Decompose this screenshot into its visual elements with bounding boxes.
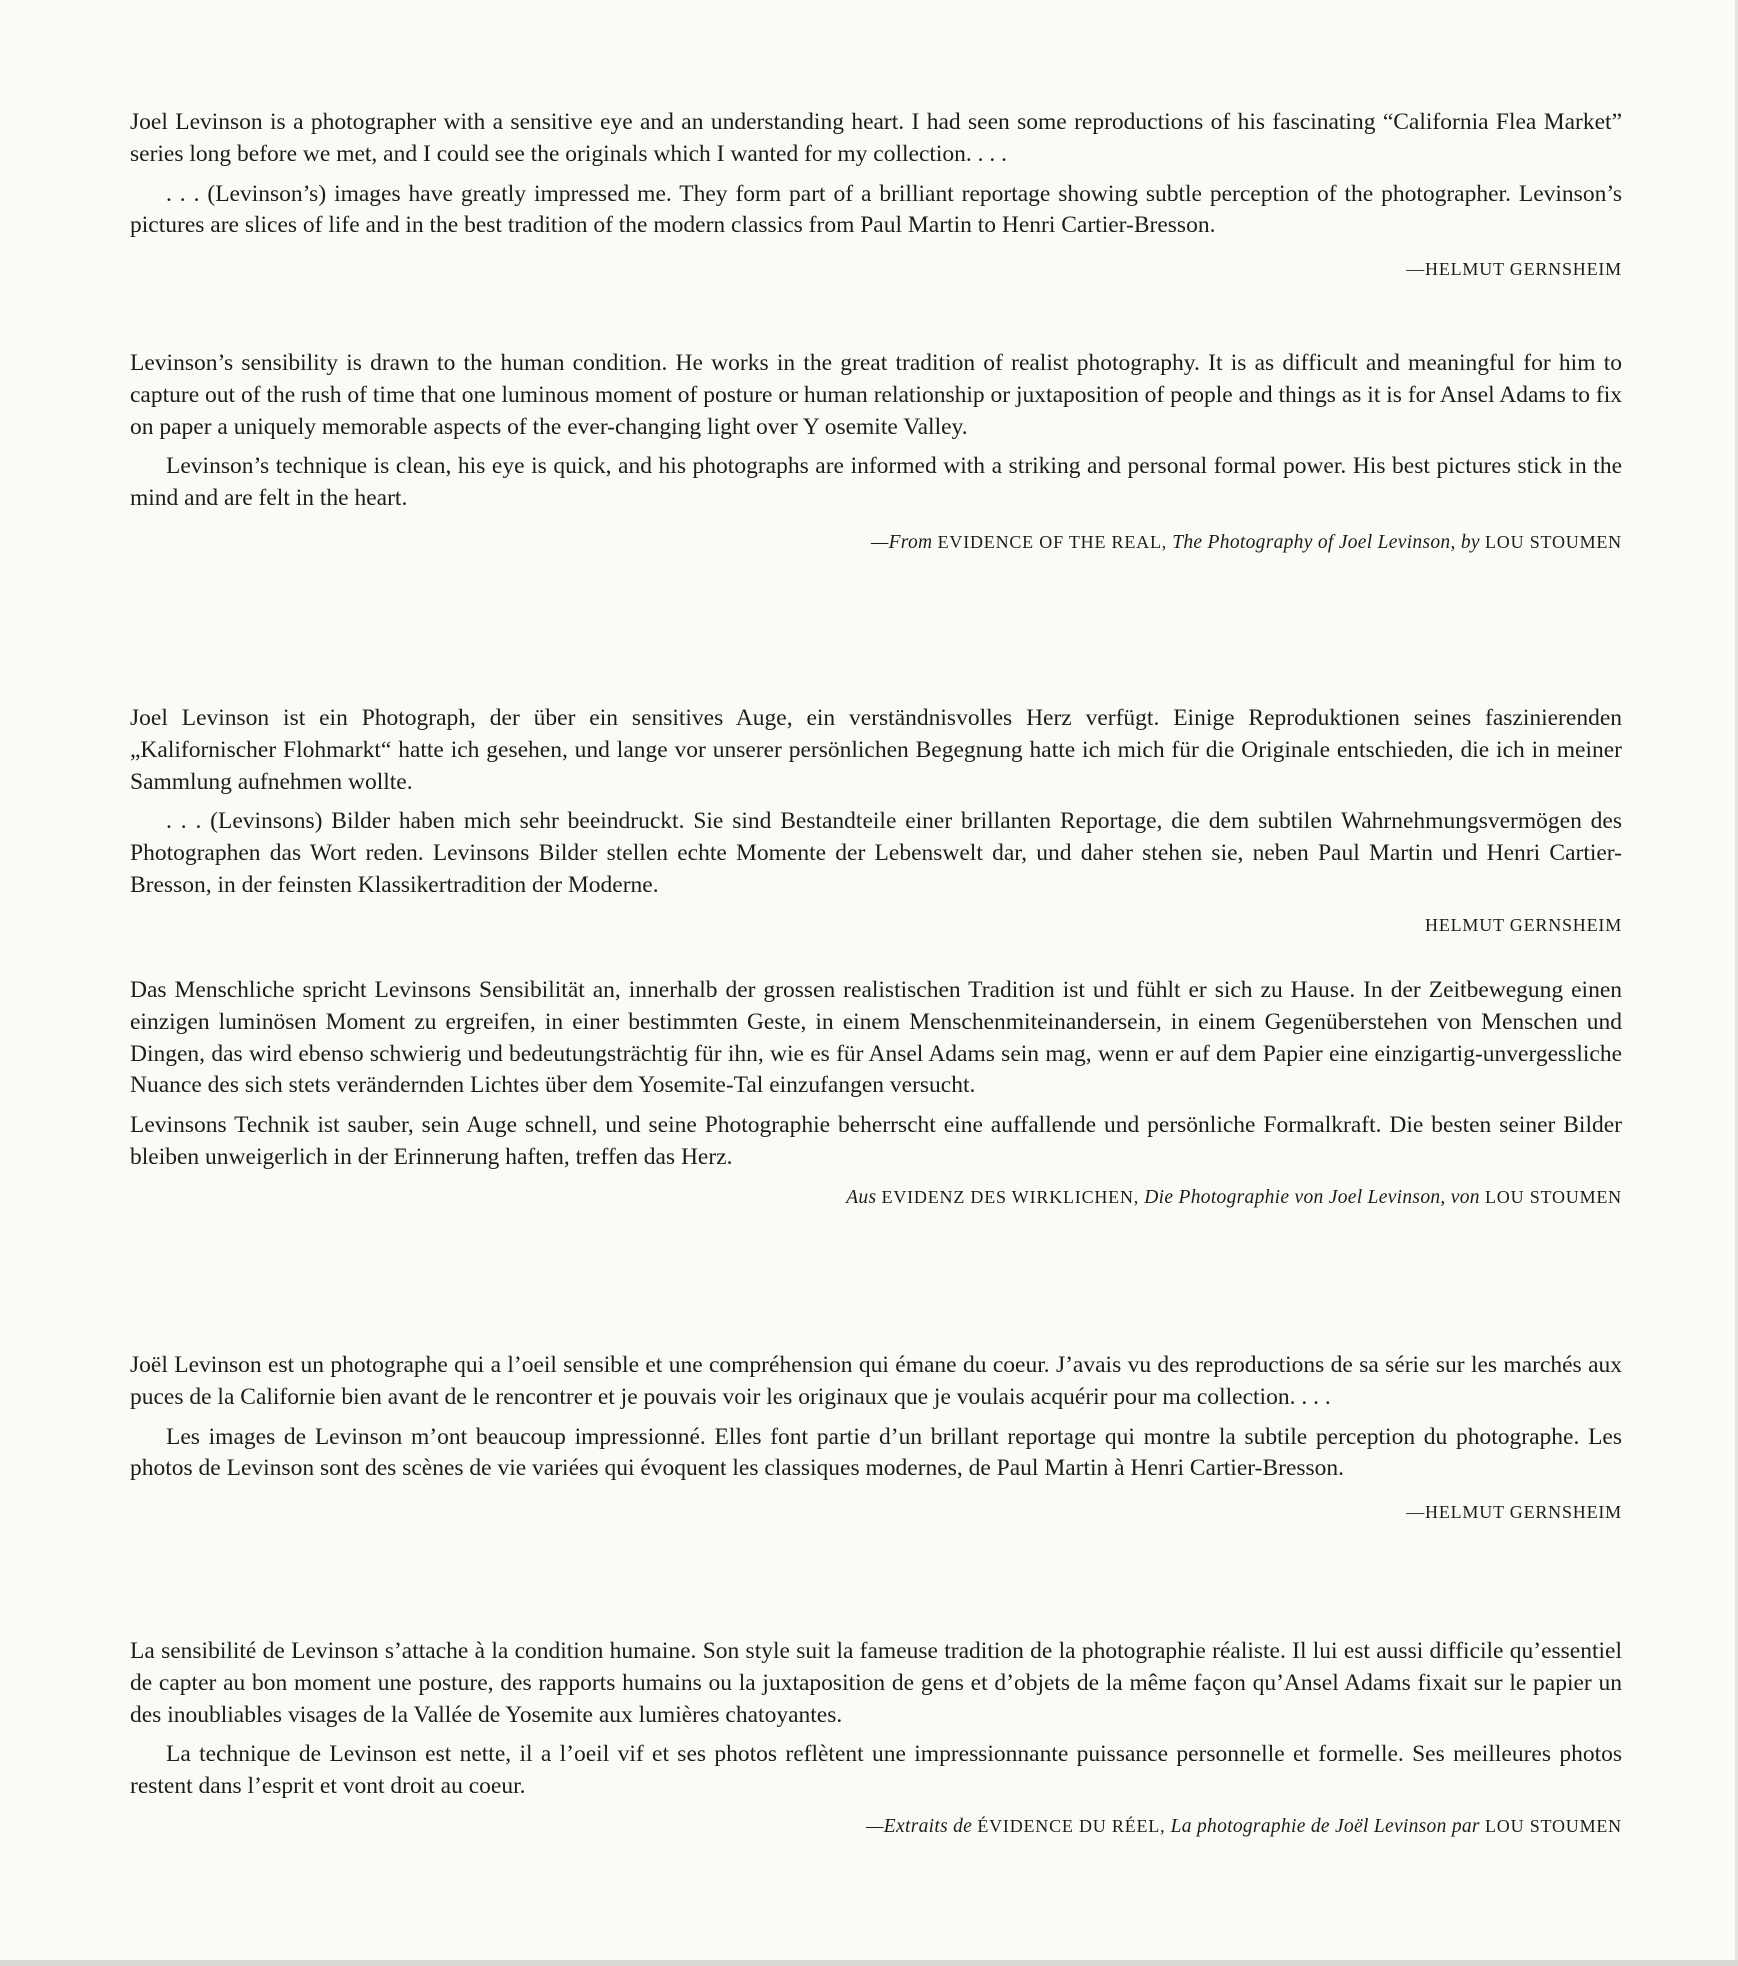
english-stoumen-quote (130, 348, 1622, 556)
english-stoumen-paragraph-1: Levinson’s sensibility is drawn to the human condition. He works in the great tradition of realist photography. It is as difficult and meaningful for him to capture out of the rush of time that one luminous moment of posture or human relationship or juxtaposition of people and things as it is for Ansel Adams to fix on paper a uniquely memorable aspects of the ever-changing light over Y osemite Valley. (130, 350, 1622, 440)
english-gernsheim-quote (130, 107, 1622, 282)
german-stoumen-quote (130, 975, 1622, 1211)
attribution-book-title: ÉVIDENCE DU RÉEL, (977, 1815, 1166, 1836)
german-stoumen-attribution (130, 1184, 1622, 1211)
french-stoumen-paragraph-2: La technique de Levinson est nette, il a l’oeil vif et ses photos reflètent une impressionnante puissance personnelle et formelle. Ses meilleures photos restent dans l’esprit et vont droit au coeur. (130, 1741, 1622, 1800)
english-gernsheim-paragraph-1: Joel Levinson is a photographer with a sensitive eye and an understanding heart. I had seen some reproductions of his fascinating “California Flea Market” series long before we met, and I could see the originals which I wanted for my collection. . . . (130, 109, 1622, 167)
english-stoumen-paragraph-2: Levinson’s technique is clean, his eye is quick, and his photographs are informed with a striking and personal formal power. His best pictures stick in the mind and are felt in the heart. (130, 453, 1622, 512)
french-gernsheim-paragraph-2: Les images de Levinson m’ont beaucoup impressionné. Elles font partie d’un brillant reportage qui montre la subtile perception du photographe. Les photos de Levinson sont des scènes de vie variées qui évoquent les classiques modernes, de Paul Martin à Henri Cartier-Bresson. (130, 1423, 1622, 1482)
attribution-subtitle: La photographie de Joël Levinson par (1170, 1815, 1480, 1837)
german-gernsheim-quote (130, 703, 1622, 938)
attribution-book-title: EVIDENCE OF THE REAL, (937, 531, 1168, 552)
attribution-prefix: —Extraits de (866, 1815, 973, 1837)
english-gernsheim-paragraph-2: . . . (Levinson’s) images have greatly impressed me. They form part of a brilliant reportage showing subtle perception of the photographer. Levinson’s pictures are slices of life and in the best tradition of the modern classics from Paul Martin to Henri Cartier-Bresson. (130, 180, 1622, 239)
german-gernsheim-attribution: HELMUT GERNSHEIM (1425, 914, 1622, 935)
attribution-author: LOU STOUMEN (1485, 1815, 1622, 1836)
german-gernsheim-paragraph-2: . . . (Levinsons) Bilder haben mich sehr beeindruckt. Sie sind Bestandteile einer brillanten Reportage, die dem subtilen Wahrnehmungsvermögen des Photographen das Wort reden. Levinsons Bilder stellen echte Momente der Lebenswelt dar, und daher stehen sie, neben Paul Martin und Henri Cartier-Bresson, in der feinsten Klassikertradition der Moderne. (130, 808, 1622, 898)
attribution-prefix: Aus (846, 1186, 877, 1208)
french-stoumen-attribution (130, 1813, 1622, 1840)
french-gernsheim-attribution: —HELMUT GERNSHEIM (1406, 1502, 1622, 1523)
attribution-subtitle: The Photography of Joel Levinson, by (1172, 531, 1480, 553)
page-edge-bottom (0, 1960, 1738, 1966)
attribution-author: LOU STOUMEN (1485, 1186, 1622, 1207)
attribution-author: LOU STOUMEN (1485, 531, 1622, 552)
attribution-prefix: —From (870, 531, 933, 553)
french-gernsheim-quote (130, 1350, 1622, 1525)
german-stoumen-paragraph-2: Levinsons Technik ist sauber, sein Auge schnell, und seine Photographie beherrscht eine auffallende und persönliche Formalkraft. Die besten seiner Bilder bleiben unweigerlich in der Erinnerung haften, treffen das Herz. (130, 1112, 1622, 1170)
german-gernsheim-paragraph-1: Joel Levinson ist ein Photograph, der über ein sensitives Auge, ein verständnisvolles Herz verfügt. Einige Reproduktionen seines faszinierenden „Kalifornischer Flohmarkt“ hatte ich gesehen, und lange vor unserer persönlichen Begegnung hatte ich mich für die Originale entschieden, die ich in meiner Sammlung aufnehmen wollte. (130, 705, 1622, 795)
english-stoumen-attribution (130, 529, 1622, 556)
french-stoumen-paragraph-1: La sensibilité de Levinson s’attache à la condition humaine. Son style suit la fameuse tradition de la photographie réaliste. Il lui est aussi difficile qu’essentiel de capter au bon moment une posture, des rapports humains ou la juxtaposition de gens et d’objets de la même façon qu’Ansel Adams fixait sur le papier un des inoubliables visages de la Vallée de Yosemite aux lumières chatoyantes. (130, 1638, 1622, 1728)
french-gernsheim-paragraph-1: Joël Levinson est un photographe qui a l’oeil sensible et une compréhension qui émane du coeur. J’avais vu des reproductions de sa série sur les marchés aux puces de la Californie bien avant de le rencontrer et je pouvais voir les originaux que je voulais acquérir pour ma collection. . . . (130, 1352, 1622, 1410)
english-gernsheim-attribution: —HELMUT GERNSHEIM (1406, 259, 1622, 280)
french-stoumen-quote (130, 1636, 1622, 1840)
german-stoumen-paragraph-1: Das Menschliche spricht Levinsons Sensibilität an, innerhalb der grossen realistischen Tradition ist und fühlt er sich zu Hause. In der Zeitbewegung einen einzigen luminösen Moment zu ergreifen, in einer bestimmten Geste, in einem Menschenmiteinandersein, in einem Gegenüberstehen von Menschen und Dingen, das wird ebenso schwierig und bedeutungsträchtig für ihn, wie es für Ansel Adams sein mag, wenn er auf dem Papier eine einzigartig-unvergessliche Nuance des sich stets verändernden Lichtes über dem Yosemite-Tal einzufangen versucht. (130, 977, 1622, 1099)
attribution-subtitle: Die Photographie von Joel Levinson, von (1144, 1186, 1480, 1208)
attribution-book-title: EVIDENZ DES WIRKLICHEN, (881, 1186, 1140, 1207)
